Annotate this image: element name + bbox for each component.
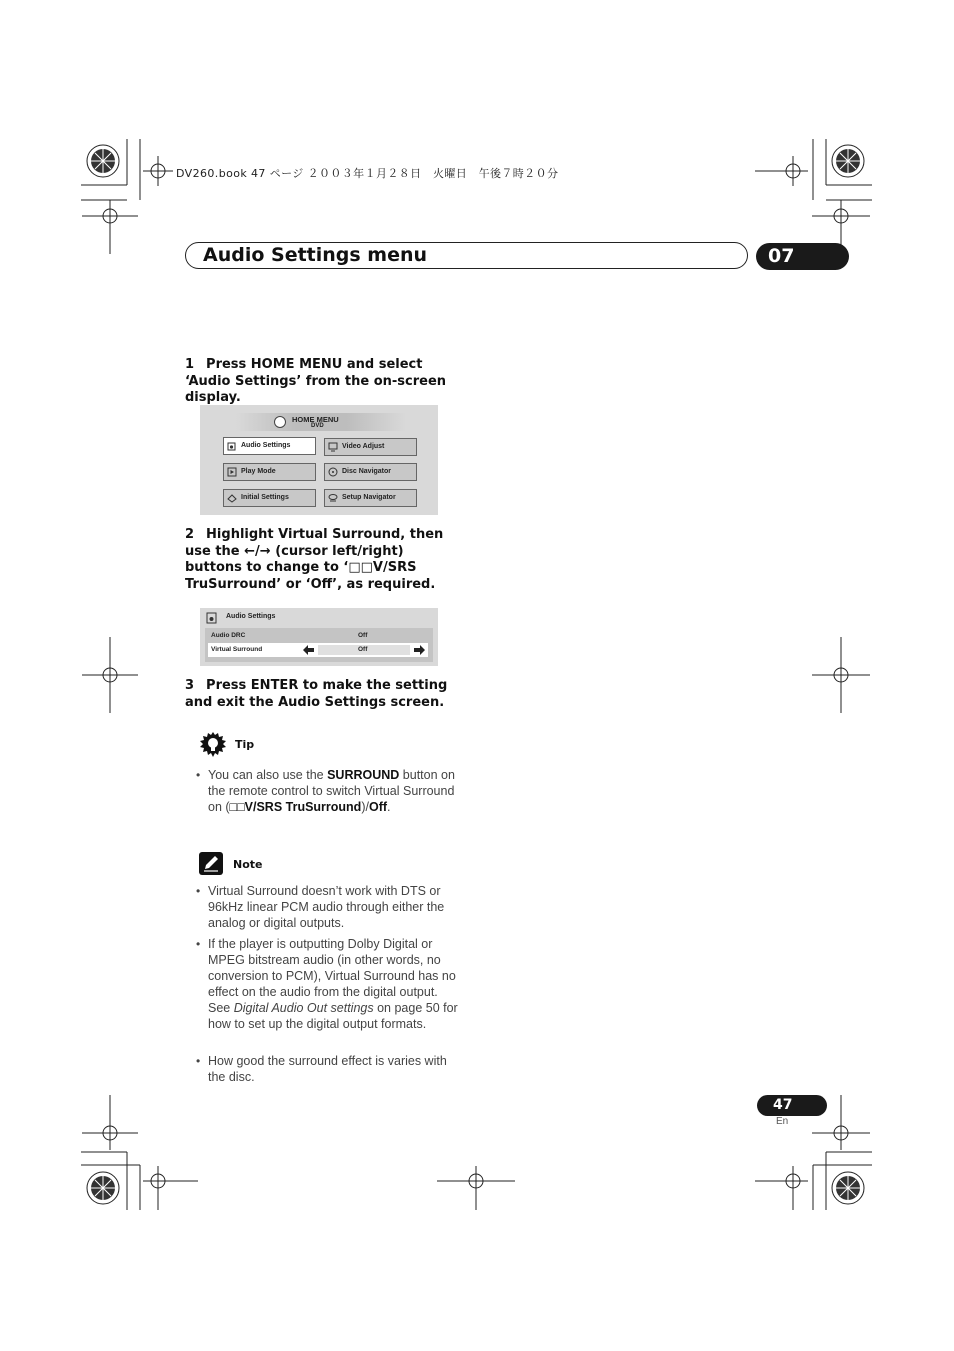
tip-text-part: . <box>387 800 391 814</box>
book-file-info: DV260.book 47 ページ ２００３年１月２８日 火曜日 午後７時２０分 <box>176 167 559 180</box>
speaker-icon <box>205 611 218 624</box>
step-number: 2 <box>185 527 195 542</box>
menu-button-play-mode[interactable] <box>223 463 316 481</box>
audio-settings-title: Audio Settings <box>226 613 276 620</box>
chapter-number: 07 <box>756 243 849 270</box>
menu-button-label: Play Mode <box>241 468 276 475</box>
tip-text-part: button on the remote control to switch Virtual Surround on ( <box>208 768 455 814</box>
bullet: • <box>196 937 201 951</box>
play-mode-icon <box>227 467 237 477</box>
menu-button-label: Video Adjust <box>342 443 385 450</box>
home-menu-title: HOME MENU <box>292 415 339 424</box>
menu-button-label: Audio Settings <box>241 442 291 449</box>
setting-value-virtual-surround: Off <box>358 646 368 653</box>
settings-icon <box>227 493 237 503</box>
step-text: Press ENTER to make the setting and exit the Audio Settings screen. <box>185 678 448 710</box>
step-1 <box>185 357 457 407</box>
page-title: Audio Settings menu <box>203 244 428 266</box>
audio-settings-screen <box>200 608 438 666</box>
step-3 <box>185 678 457 711</box>
step-text: Press HOME MENU and select ‘Audio Settings’ from the on-screen display. <box>185 357 447 405</box>
page-language: En <box>776 1116 789 1127</box>
note-item-1: Virtual Surround doesn’t work with DTS or 96kHz linear PCM audio through either the analog or digital outputs. <box>208 884 445 930</box>
step-number: 1 <box>185 357 195 372</box>
tip-label: Tip <box>235 738 255 751</box>
home-menu-screen <box>200 405 438 515</box>
note-label: Note <box>233 858 263 871</box>
menu-button-initial-settings[interactable] <box>223 489 316 507</box>
monitor-icon <box>328 442 338 452</box>
note-item-3: How good the surround effect is varies with the disc. <box>208 1054 447 1084</box>
step-number: 3 <box>185 678 195 693</box>
note-item-2 <box>208 936 458 1032</box>
surround-button-name: SURROUND <box>327 768 400 782</box>
pencil-note-icon <box>199 852 223 875</box>
tip-text-part: You can also use the <box>208 768 328 782</box>
home-menu-subtitle: DVD <box>311 423 324 429</box>
setup-navigator-icon <box>328 493 338 503</box>
bullet: • <box>196 884 201 898</box>
menu-button-audio-settings[interactable] <box>223 437 316 455</box>
page-number: 47 <box>757 1095 827 1116</box>
menu-button-label: Initial Settings <box>241 494 289 501</box>
trusurround-name: □□V/SRS TruSurround <box>229 800 362 814</box>
note-text-part: If the player is outputting Dolby Digital or MPEG bitstream audio (in other words, no conversion to PCM), Virtual Surround has no effect on the audio from the digital output. See <box>208 937 456 1015</box>
arrow-right-icon[interactable] <box>414 645 425 655</box>
cross-reference: Digital Audio Out settings <box>233 1001 374 1015</box>
note-text-part: on page 50 for how to set up the digital output formats. <box>208 1001 458 1031</box>
menu-button-label: Disc Navigator <box>342 468 392 475</box>
menu-button-video-adjust[interactable] <box>324 438 417 456</box>
tip-text <box>208 767 458 815</box>
speaker-icon <box>227 441 237 451</box>
step-2 <box>185 527 457 593</box>
disc-icon <box>274 416 286 428</box>
bullet: • <box>196 1054 201 1068</box>
bullet: • <box>196 768 201 782</box>
menu-button-setup-navigator[interactable] <box>324 489 417 507</box>
arrow-left-icon[interactable] <box>303 645 314 655</box>
menu-button-disc-navigator[interactable] <box>324 463 417 481</box>
lightbulb-icon <box>199 731 227 759</box>
setting-label-virtual-surround[interactable]: Virtual Surround <box>211 646 263 653</box>
setting-label-audio-drc[interactable]: Audio DRC <box>211 632 246 639</box>
step-text: Highlight Virtual Surround, then use the ←/→ (cursor left/right) buttons to change to ‘□□V/SRS TruSurround’ or ‘Off’, as required. <box>185 527 444 592</box>
disc-navigator-icon <box>328 467 338 477</box>
off-label: Off <box>368 800 388 814</box>
menu-button-label: Setup Navigator <box>342 494 396 501</box>
tip-text-part: )/ <box>361 800 369 814</box>
setting-value-audio-drc: Off <box>358 632 368 639</box>
